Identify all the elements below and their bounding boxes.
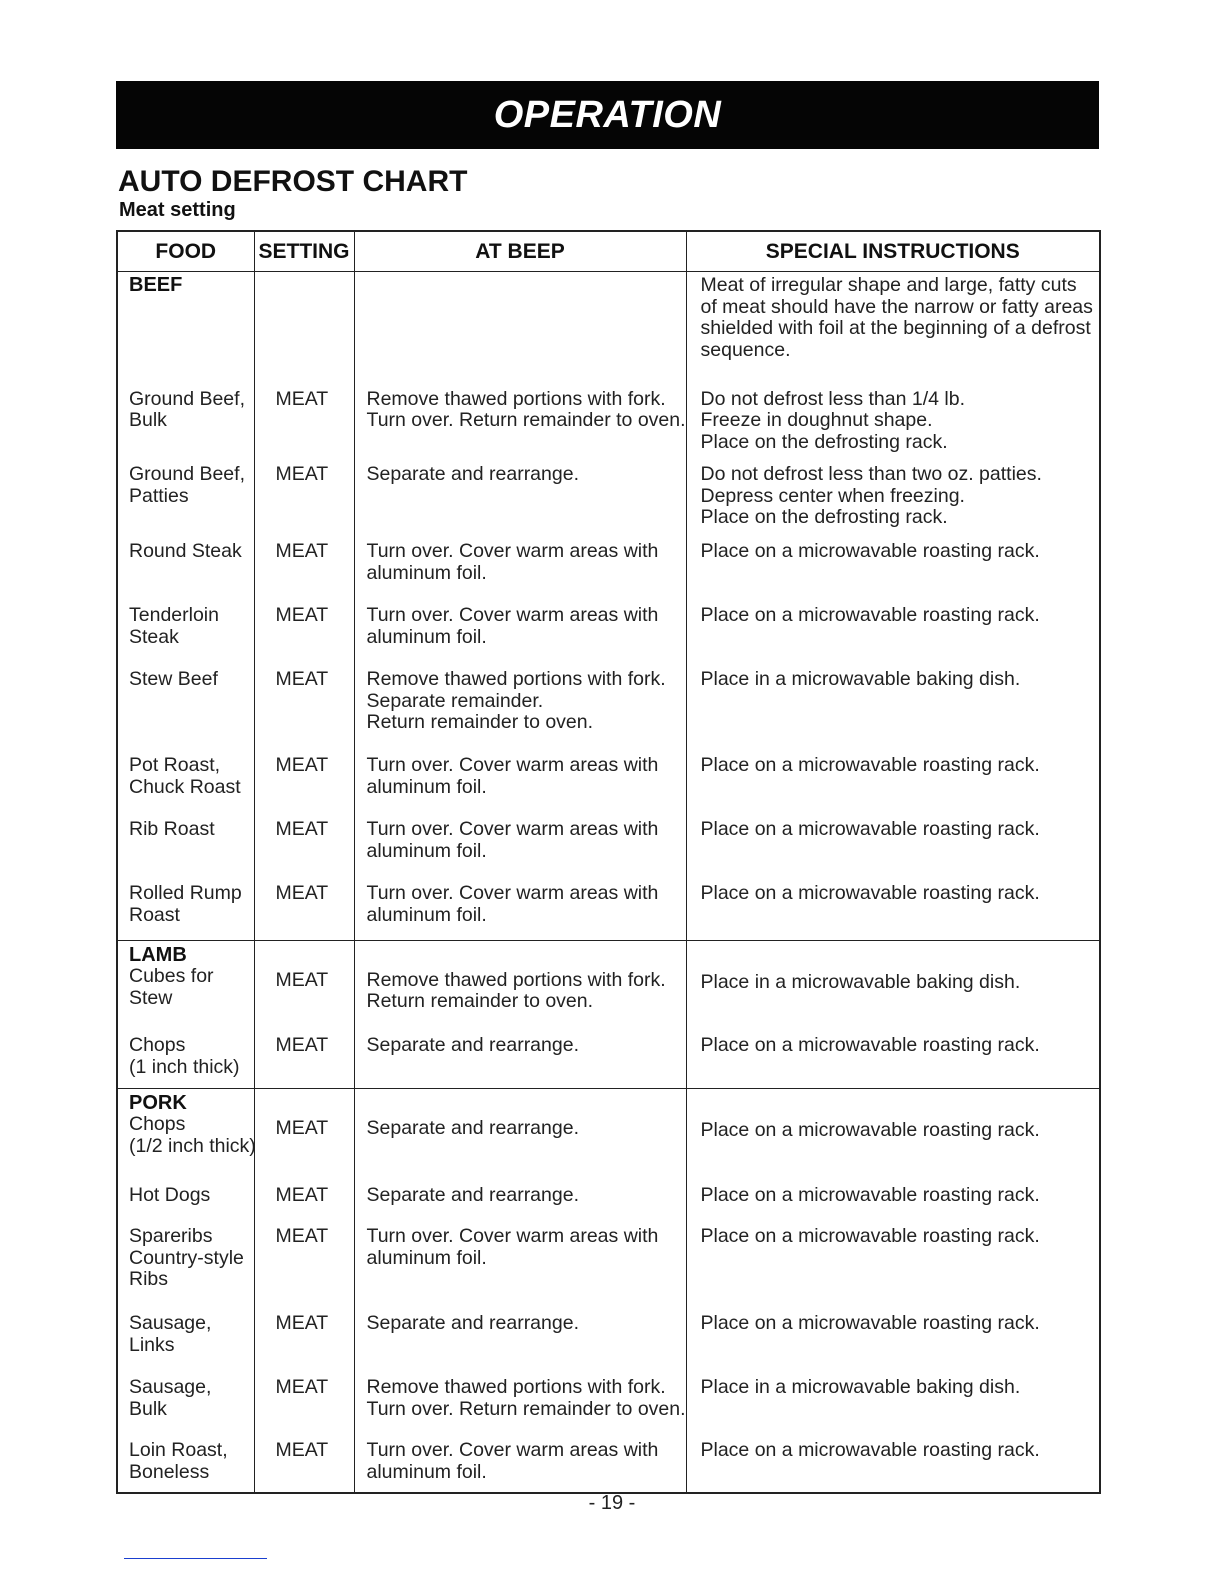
cell-line: (1 inch thick) — [129, 1055, 240, 1078]
cell-line: Place on a microwavable roasting rack. — [700, 1312, 1040, 1334]
table-row — [117, 1430, 1100, 1493]
cell-line: Turn over. Cover warm areas with — [366, 1225, 659, 1247]
setting-cell — [254, 1216, 354, 1303]
setting-value: MEAT — [275, 1225, 329, 1247]
special-instructions-cell — [686, 378, 1100, 455]
special-instructions-cell — [686, 1088, 1100, 1175]
cell-line: aluminum foil. — [366, 775, 487, 798]
setting-cell — [254, 873, 354, 940]
column-header-food: FOOD — [117, 231, 254, 272]
cell-line: Bulk — [129, 1397, 167, 1420]
cell-line: Do not defrost less than 1/4 lb. — [700, 387, 965, 410]
setting-value: MEAT — [275, 1439, 329, 1461]
setting-value: MEAT — [275, 882, 329, 904]
table-row — [117, 1088, 1100, 1175]
cell-line: Place on the defrosting rack. — [700, 430, 948, 453]
cell-line: Round Steak — [129, 540, 242, 562]
at-beep-cell — [354, 454, 686, 531]
cell-line: Turn over. Cover warm areas with — [366, 604, 659, 626]
setting-value: MEAT — [275, 540, 329, 562]
group-heading: PORK — [129, 1091, 187, 1114]
cell-line: Stew — [129, 986, 173, 1009]
setting-cell — [254, 595, 354, 659]
cell-line: Ground Beef, — [129, 463, 245, 485]
cell-line: Place on a microwavable roasting rack. — [700, 882, 1040, 904]
cell-line: Tenderloin — [129, 604, 219, 626]
at-beep-cell — [354, 1430, 686, 1493]
cell-line: Sausage, — [129, 1376, 212, 1398]
setting-value: MEAT — [275, 1376, 329, 1398]
page-subtitle: Meat setting — [119, 199, 236, 221]
cell-line: Chuck Roast — [129, 775, 241, 798]
cell-line: Place on a microwavable roasting rack. — [700, 604, 1040, 626]
table-row — [117, 809, 1100, 873]
special-instructions-cell — [686, 745, 1100, 809]
setting-cell — [254, 1367, 354, 1430]
special-instructions-cell — [686, 659, 1100, 745]
cell-line: Place on a microwavable roasting rack. — [700, 818, 1040, 840]
defrost-chart — [116, 230, 1099, 1494]
setting-value: MEAT — [275, 818, 329, 840]
setting-value: MEAT — [275, 668, 329, 690]
food-cell — [117, 272, 254, 378]
cell-line: Loin Roast, — [129, 1439, 228, 1461]
setting-cell — [254, 1175, 354, 1216]
table-body — [117, 272, 1100, 1494]
setting-cell — [254, 1430, 354, 1493]
cell-line: sequence. — [700, 338, 791, 361]
cell-line: Cubes for — [129, 965, 214, 987]
cell-line: Place on a microwavable roasting rack. — [700, 1225, 1040, 1247]
setting-cell — [254, 1303, 354, 1367]
cell-line: Rib Roast — [129, 818, 215, 840]
food-cell — [117, 1430, 254, 1493]
food-cell — [117, 378, 254, 455]
table-row — [117, 873, 1100, 940]
at-beep-cell — [354, 745, 686, 809]
setting-value: MEAT — [275, 1312, 329, 1334]
at-beep-cell — [354, 809, 686, 873]
cell-line: Place on a microwavable roasting rack. — [700, 1184, 1040, 1206]
cell-line: Links — [129, 1333, 175, 1356]
food-cell — [117, 454, 254, 531]
setting-cell — [254, 531, 354, 595]
at-beep-cell — [354, 272, 686, 378]
cell-line: Separate remainder. — [366, 689, 544, 712]
special-instructions-cell — [686, 873, 1100, 940]
special-instructions-cell — [686, 1367, 1100, 1430]
cell-line: Place on a microwavable roasting rack. — [700, 1034, 1040, 1056]
cell-line: Place in a microwavable baking dish. — [700, 1376, 1021, 1398]
cell-line: aluminum foil. — [366, 561, 487, 584]
defrost-table — [116, 230, 1101, 1494]
setting-value: MEAT — [275, 463, 329, 485]
cell-line: Place on a microwavable roasting rack. — [700, 754, 1040, 776]
table-row — [117, 531, 1100, 595]
cell-line: Freeze in doughnut shape. — [700, 409, 933, 431]
bottom-rule — [124, 1558, 267, 1559]
cell-line: Chops — [129, 1113, 186, 1135]
cell-line: Separate and rearrange. — [366, 1312, 579, 1334]
table-row — [117, 272, 1100, 378]
at-beep-cell — [354, 531, 686, 595]
cell-line: Place on a microwavable roasting rack. — [700, 540, 1040, 562]
cell-line: Place on a microwavable roasting rack. — [700, 1118, 1040, 1141]
cell-line: Remove thawed portions with fork. — [366, 668, 666, 690]
banner-title: OPERATION — [493, 93, 722, 136]
food-cell — [117, 1025, 254, 1088]
special-instructions-cell — [686, 1303, 1100, 1367]
table-header-row — [117, 231, 1100, 272]
special-instructions-cell — [686, 1430, 1100, 1493]
setting-value: MEAT — [275, 1184, 329, 1206]
cell-line: Pot Roast, — [129, 754, 221, 776]
at-beep-cell — [354, 1025, 686, 1088]
table-row — [117, 659, 1100, 745]
special-instructions-cell — [686, 454, 1100, 531]
cell-line: Remove thawed portions with fork. — [366, 968, 666, 991]
at-beep-cell — [354, 659, 686, 745]
food-cell — [117, 940, 254, 1025]
cell-line: Turn over. Cover warm areas with — [366, 540, 659, 562]
cell-line: Separate and rearrange. — [366, 463, 579, 485]
cell-line: shielded with foil at the beginning of a defrost — [700, 317, 1091, 339]
food-cell — [117, 1088, 254, 1175]
food-cell — [117, 659, 254, 745]
cell-line: aluminum foil. — [366, 903, 487, 926]
at-beep-cell — [354, 1367, 686, 1430]
at-beep-cell — [354, 595, 686, 659]
cell-line: Place on the defrosting rack. — [700, 506, 948, 528]
cell-line: aluminum foil. — [366, 1246, 487, 1269]
setting-cell — [254, 940, 354, 1025]
cell-line: Rolled Rump — [129, 882, 242, 904]
cell-line: Turn over. Cover warm areas with — [366, 882, 659, 904]
cell-line: aluminum foil. — [366, 625, 487, 648]
cell-line: Turn over. Cover warm areas with — [366, 754, 659, 776]
cell-line: Spareribs — [129, 1225, 213, 1247]
food-cell — [117, 745, 254, 809]
setting-value: MEAT — [275, 1034, 329, 1056]
column-header-special-instructions: SPECIAL INSTRUCTIONS — [686, 231, 1100, 272]
cell-line: Return remainder to oven. — [366, 711, 594, 733]
setting-value: MEAT — [275, 604, 329, 626]
cell-line: Turn over. Cover warm areas with — [366, 1439, 659, 1461]
at-beep-cell — [354, 378, 686, 455]
cell-line: (1/2 inch thick) — [129, 1134, 256, 1157]
cell-line: aluminum foil. — [366, 839, 487, 862]
table-row — [117, 1303, 1100, 1367]
food-cell — [117, 531, 254, 595]
at-beep-cell — [354, 1175, 686, 1216]
cell-line: Separate and rearrange. — [366, 1116, 579, 1139]
food-cell — [117, 1367, 254, 1430]
table-row — [117, 745, 1100, 809]
cell-line: Stew Beef — [129, 668, 218, 690]
page-number: - 19 - — [588, 1492, 636, 1514]
setting-value: MEAT — [275, 968, 329, 991]
table-row — [117, 1367, 1100, 1430]
group-heading: BEEF — [129, 274, 183, 296]
setting-cell — [254, 454, 354, 531]
table-row — [117, 1216, 1100, 1303]
table-row — [117, 940, 1100, 1025]
cell-line: Boneless — [129, 1460, 210, 1483]
setting-cell — [254, 272, 354, 378]
cell-line: Sausage, — [129, 1312, 212, 1334]
cell-line: Place in a microwavable baking dish. — [700, 970, 1021, 993]
at-beep-cell — [354, 940, 686, 1025]
table-row — [117, 454, 1100, 531]
cell-line: Bulk — [129, 409, 167, 431]
setting-cell — [254, 1025, 354, 1088]
page-title: AUTO DEFROST CHART — [118, 165, 468, 198]
cell-line: Steak — [129, 625, 179, 648]
special-instructions-cell — [686, 809, 1100, 873]
food-cell — [117, 1216, 254, 1303]
cell-line: aluminum foil. — [366, 1460, 487, 1483]
cell-line: Remove thawed portions with fork. — [366, 387, 666, 410]
cell-line: Place on a microwavable roasting rack. — [700, 1439, 1040, 1461]
food-cell — [117, 1303, 254, 1367]
cell-line: Roast — [129, 903, 180, 926]
special-instructions-cell — [686, 272, 1100, 378]
cell-line: Turn over. Return remainder to oven. — [366, 409, 686, 431]
setting-cell — [254, 378, 354, 455]
setting-value: MEAT — [275, 754, 329, 776]
cell-line: Patties — [129, 484, 189, 507]
cell-line: Turn over. Cover warm areas with — [366, 818, 659, 840]
food-cell — [117, 809, 254, 873]
table-row — [117, 595, 1100, 659]
setting-value: MEAT — [275, 1116, 329, 1139]
cell-line: of meat should have the narrow or fatty areas — [700, 295, 1093, 318]
food-cell — [117, 595, 254, 659]
special-instructions-cell — [686, 940, 1100, 1025]
at-beep-cell — [354, 873, 686, 940]
cell-line: Chops — [129, 1034, 186, 1056]
cell-line: Depress center when freezing. — [700, 484, 965, 507]
setting-value: MEAT — [275, 387, 329, 410]
at-beep-cell — [354, 1088, 686, 1175]
cell-line: Hot Dogs — [129, 1184, 211, 1206]
food-cell — [117, 1175, 254, 1216]
cell-line: Turn over. Return remainder to oven. — [366, 1397, 686, 1420]
cell-line: Ground Beef, — [129, 387, 245, 410]
cell-line: Do not defrost less than two oz. patties. — [700, 463, 1042, 485]
at-beep-cell — [354, 1303, 686, 1367]
cell-line: Remove thawed portions with fork. — [366, 1376, 666, 1398]
cell-line: Separate and rearrange. — [366, 1184, 579, 1206]
special-instructions-cell — [686, 595, 1100, 659]
setting-cell — [254, 659, 354, 745]
special-instructions-cell — [686, 531, 1100, 595]
cell-line: Ribs — [129, 1268, 169, 1290]
setting-cell — [254, 1088, 354, 1175]
cell-line: Meat of irregular shape and large, fatty cuts — [700, 274, 1077, 296]
cell-line: Country-style — [129, 1246, 244, 1269]
at-beep-cell — [354, 1216, 686, 1303]
column-header-setting: SETTING — [254, 231, 354, 272]
special-instructions-cell — [686, 1216, 1100, 1303]
table-row — [117, 1025, 1100, 1088]
group-heading: LAMB — [129, 943, 187, 966]
table-row — [117, 1175, 1100, 1216]
table-row — [117, 378, 1100, 455]
cell-line: Return remainder to oven. — [366, 990, 594, 1012]
special-instructions-cell — [686, 1025, 1100, 1088]
setting-cell — [254, 745, 354, 809]
operation-banner — [116, 81, 1099, 149]
cell-line: Place in a microwavable baking dish. — [700, 668, 1021, 690]
setting-cell — [254, 809, 354, 873]
cell-line: Separate and rearrange. — [366, 1034, 579, 1056]
special-instructions-cell — [686, 1175, 1100, 1216]
food-cell — [117, 873, 254, 940]
column-header-at-beep: AT BEEP — [354, 231, 686, 272]
